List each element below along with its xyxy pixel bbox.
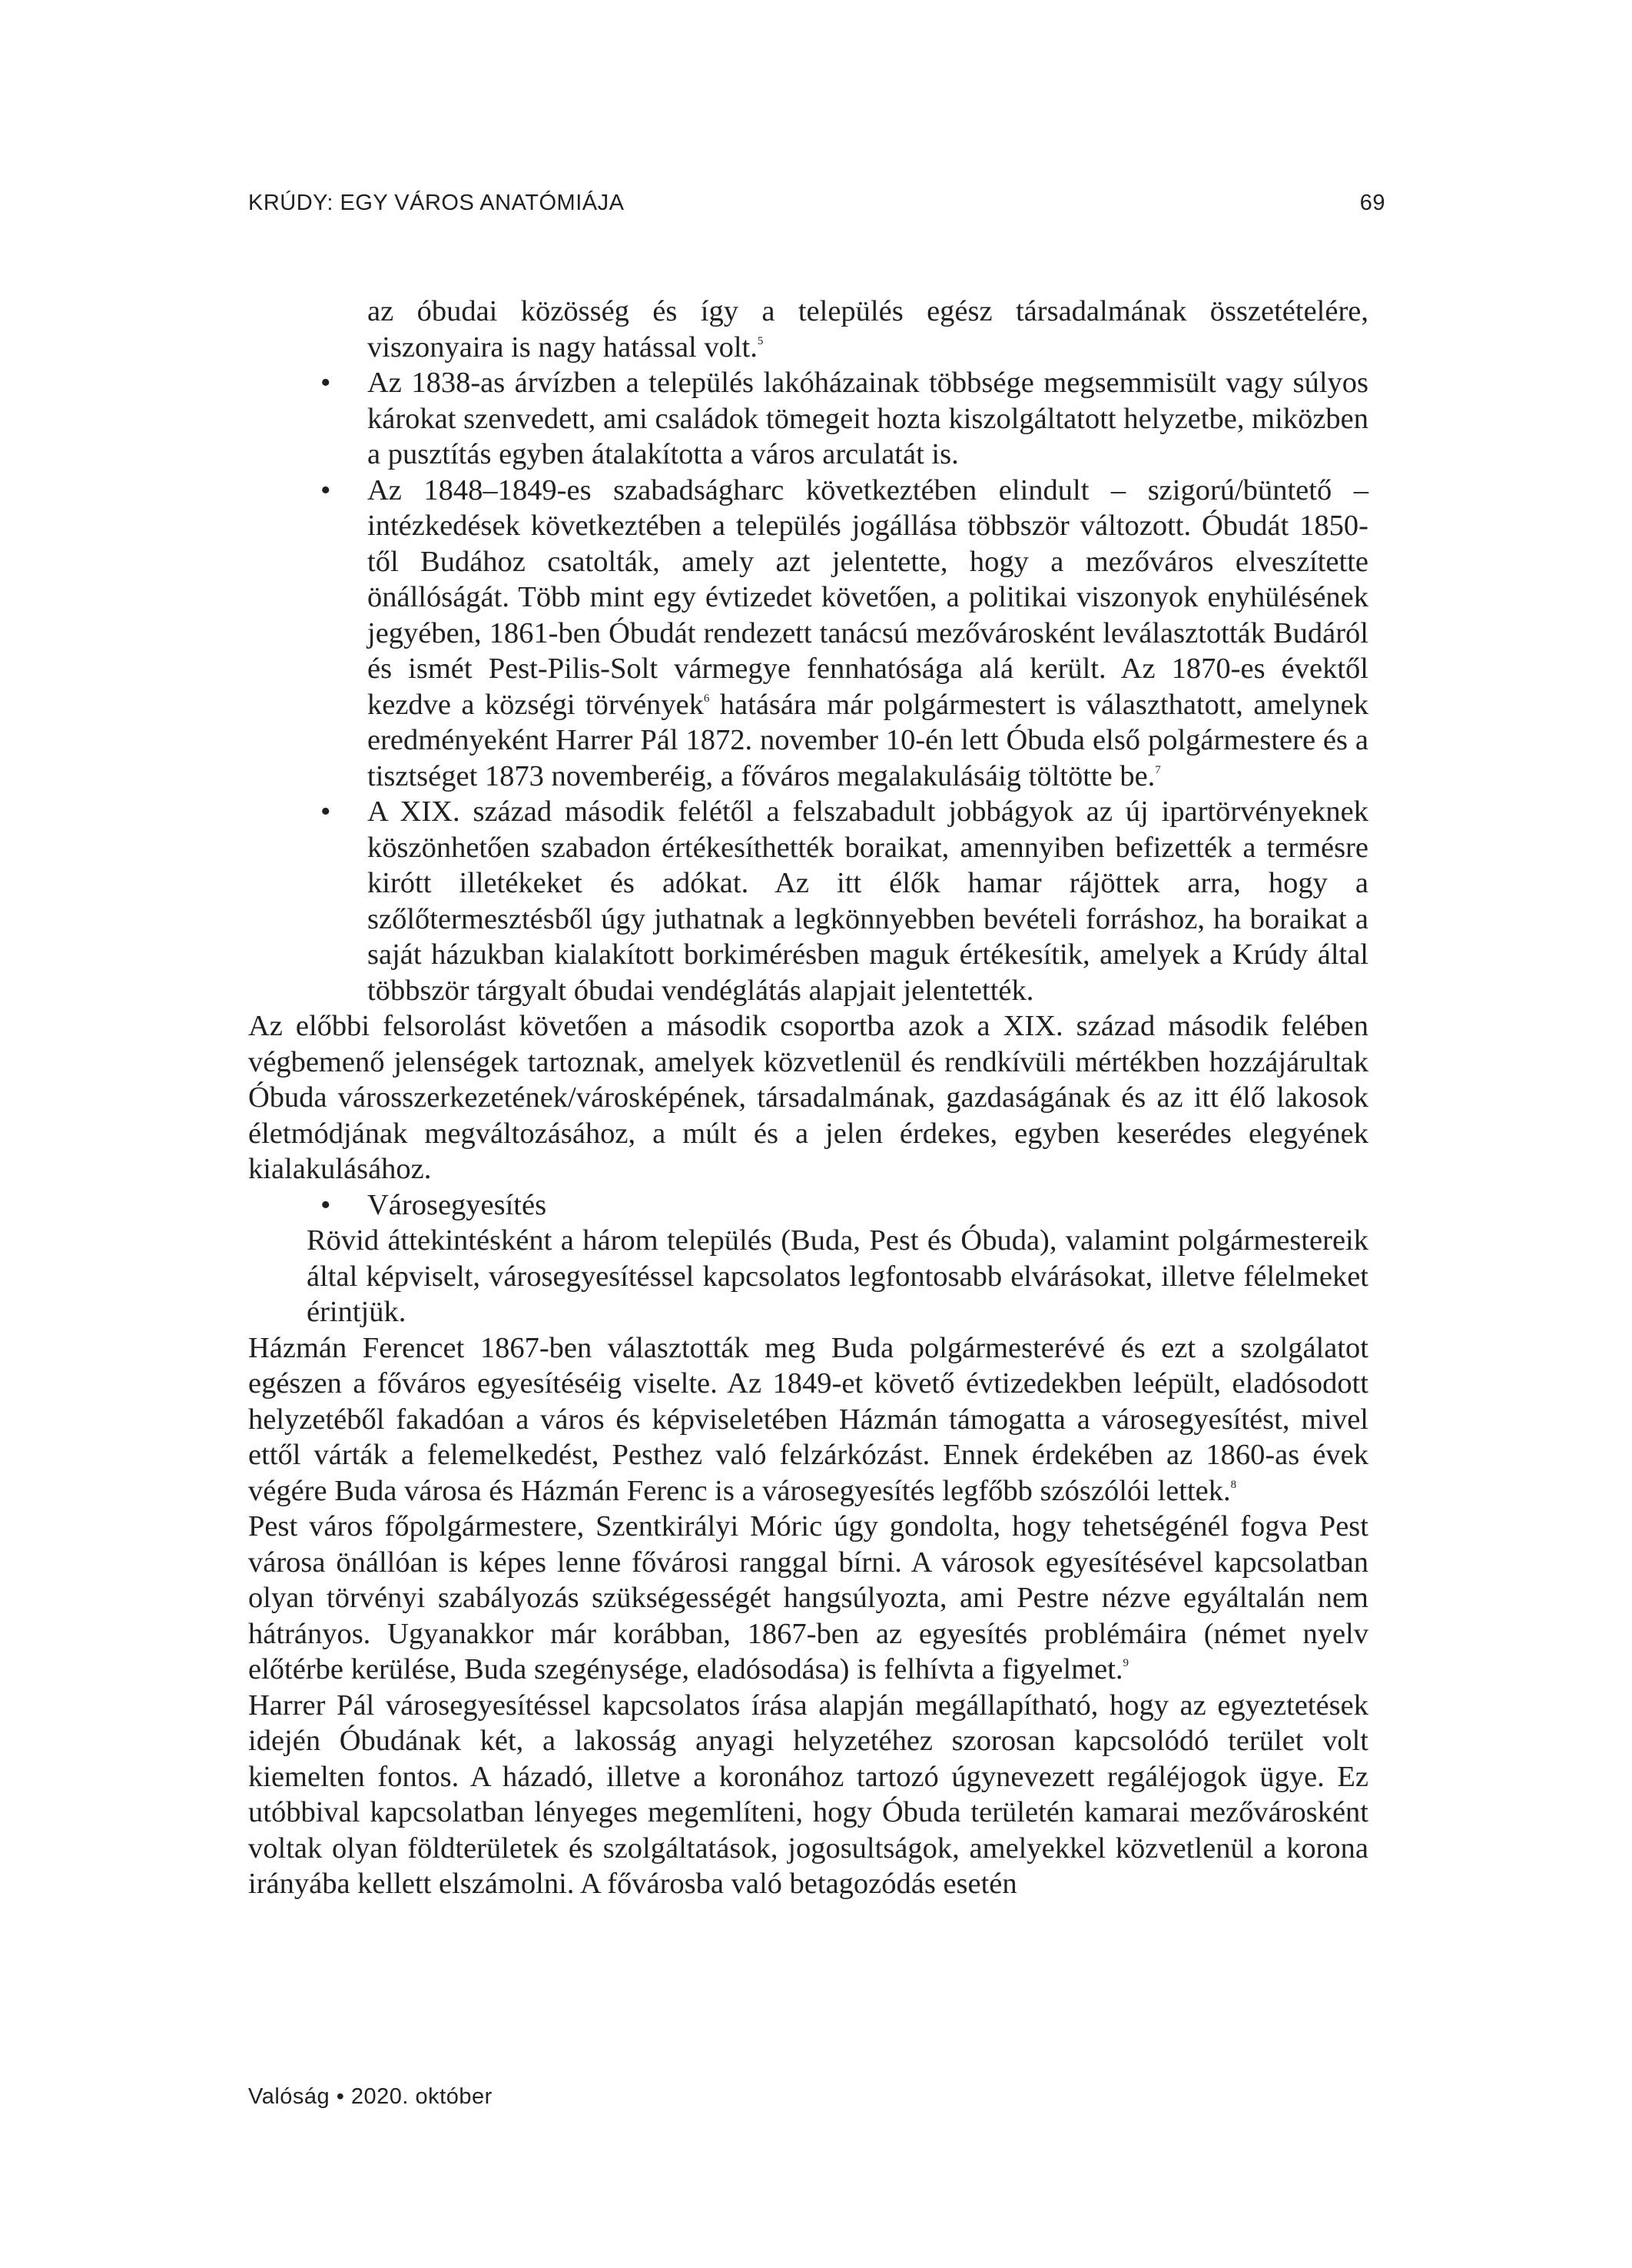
bullet-marker: • xyxy=(320,1188,331,1221)
subheading-body: Rövid áttekintésként a három település (Buda, Pest és Óbuda), valamint polgármestereik által képviselt, városegyesítéssel kapcsolatos legfontosabb elvárásokat, illetve félelmeket érintjük. xyxy=(307,1224,1368,1328)
paragraph-text: Házmán Ferencet 1867-ben választották meg Buda polgármesterévé és ezt a szolgálatot egészen a főváros egyesítéséig viselte. Az 1849-et követő évtizedekben leépült, eladósodott helyzetéből fakadóan a város és képviseletében Házmán támogatta a városegyesítést, mivel ettől várták a felemelkedést, Pesthez való felzárkózást. Ennek érdekében az 1860-as évek végére Buda városa és Házmán Ferenc is a városegyesítés legfőbb szószólói lettek. xyxy=(248,1331,1368,1507)
running-head xyxy=(248,188,1385,218)
paragraph-hazman xyxy=(248,1330,1368,1509)
continued-paragraph-text: az óbudai közösség és így a település egész társadalmának összetételére, viszonyaira is nagy hatással volt. xyxy=(367,295,1368,364)
bullet-marker: • xyxy=(320,367,331,399)
bullet-text-continued: hatására már polgármestert is választhatott, amelynek eredményeként Harrer Pál 1872. november 10-én lett Óbuda első polgármestere és a tisztséget 1873 novemberéig, a főváros megalakulásáig töltötte be. xyxy=(367,688,1369,792)
subheading-text: Városegyesítés xyxy=(367,1188,547,1221)
footnote-ref[interactable]: 5 xyxy=(757,334,764,347)
paragraph-second-group: Az előbbi felsorolást követően a második csoportba azok a XIX. század második felében végbemenő jelenségek tartoznak, amelyek közvetlenül és rendkívüli mértékben hozzájárultak Óbuda városszerkezetének/városképének, társadalmának, gazdaságának és az itt élő lakosok életmódjának megváltozásához, a múlt és a jelen érdekes, egyben keserédes elegyének kialakulásához. xyxy=(248,1010,1368,1185)
footnote-ref[interactable]: 9 xyxy=(1123,1657,1129,1669)
bullet-text: Az 1838-as árvízben a település lakóházainak többsége megsemmisült vagy súlyos károkat szenvedett, ami családok tömegeit hozta kiszolgáltatott helyzetbe, miközben a pusztítás egyben átalakította a város arculatát is. xyxy=(367,367,1368,470)
page-number: 69 xyxy=(1359,191,1385,215)
bullet-item-flood xyxy=(248,365,1368,473)
bullet-text: Az 1848–1849-es szabadságharc következtében elindult – szigorú/büntető – intézkedések következtében a település jogállása többször változott. Óbudát 1850-től Budához csatolták, amely azt jelentette, hogy a mezőváros elveszítette önállóságát. Több mint egy évtizedet követően, a politikai viszonyok enyhülésének jegyében, 1861-ben Óbudát rendezett tanácsú mezővárosként leválasztották Budáról és ismét Pest-Pilis-Solt vármegye fennhatósága alá került. Az 1870-es évektől kezdve a községi törvények xyxy=(367,473,1368,721)
bullet-marker: • xyxy=(320,795,331,828)
subheading-city-unification xyxy=(248,1187,1368,1224)
bullet-item-freedom-fight xyxy=(248,473,1368,795)
bullet-item-wine xyxy=(248,794,1368,1008)
paragraph-text: Pest város főpolgármestere, Szentkirályi Móric úgy gondolta, hogy tehetségénél fogva Pest városa önállóan is képes lenne fővárosi ranggal bírni. A városok egyesítésével kapcsolatban olyan törvényi szabályozás szükségességét hangsúlyozta, ami Pestre nézve egyáltalán nem hátrányos. Ugyanakkor már korábban, 1867-ben az egyesítés problémáira (német nyelv előtérbe kerülése, Buda szegénysége, eladósodása) is felhívta a figyelmet. xyxy=(248,1510,1368,1685)
footnote-ref[interactable]: 6 xyxy=(703,692,710,705)
page-footer: Valóság • 2020. október xyxy=(248,2084,493,2109)
bullet-marker: • xyxy=(320,473,331,506)
paragraph-szentkiralyi xyxy=(248,1509,1368,1688)
running-head-title: KRÚDY: EGY VÁROS ANATÓMIÁJA xyxy=(248,191,625,215)
continued-paragraph xyxy=(248,294,1368,365)
paragraph-harrer: Harrer Pál városegyesítéssel kapcsolatos írása alapján megállapítható, hogy az egyeztetések idején Óbudának két, a lakosság anyagi helyzetéhez szorosan kapcsolódó terület volt kiemelten fontos. A házadó, illetve a koronához tartozó úgynevezett regáléjogok ügye. Ez utóbbival kapcsolatban lényeges megemlíteni, hogy Óbuda területén kamarai mezővárosként voltak olyan földterületek és szolgáltatások, jogosultságok, amelyekkel közvetlenül a korona irányába kellett elszámolni. A fővárosba való betagozódás esetén xyxy=(248,1689,1368,1900)
article-body xyxy=(248,294,1368,1902)
footnote-ref[interactable]: 7 xyxy=(1155,763,1161,776)
bullet-text: A XIX. század második felétől a felszabadult jobbágyok az új ipartörvényeknek köszönhetően szabadon értékesíthették boraikat, amennyiben befizették a termésre kirótt illetékeket és adókat. Az itt élők hamar rájöttek arra, hogy a szőlőtermesztésből úgy juthatnak a legkönnyebben bevételi forráshoz, ha boraikat a saját házukban kialakított borkimérésben maguk értékesítik, amelyek a Krúdy által többször tárgyalt óbudai vendéglátás alapjait jelentették. xyxy=(367,795,1368,1007)
footnote-ref[interactable]: 8 xyxy=(1230,1478,1237,1491)
